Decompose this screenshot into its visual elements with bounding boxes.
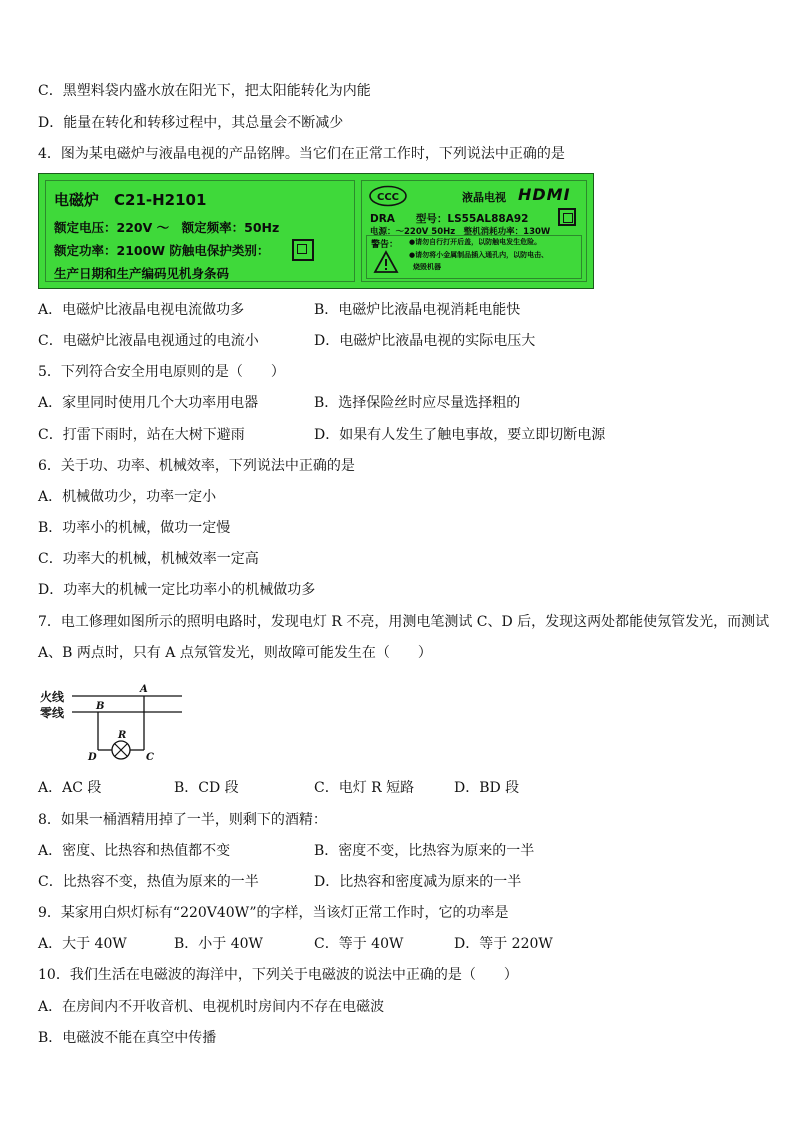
q7-stem-line-2: A、B 两点时，只有 A 点氖管发光，则故障可能发生在（ ） bbox=[38, 645, 432, 661]
q4-stem: 4．图为某电磁炉与液晶电视的产品铭牌。当它们在正常工作时，下列说法中正确的是 bbox=[38, 146, 565, 162]
q3-option-c: C．黑塑料袋内盛水放在阳光下，把太阳能转化为内能 bbox=[38, 83, 371, 99]
point-c-label: C bbox=[146, 752, 154, 763]
q7-option-a: A．AC 段 bbox=[38, 780, 102, 796]
q6-stem: 6．关于功、功率、机械效率，下列说法中正确的是 bbox=[38, 458, 355, 474]
q4-option-b: B．电磁炉比液晶电视消耗电能快 bbox=[314, 302, 521, 318]
q9-option-c: C．等于 40W bbox=[314, 936, 404, 952]
q8-stem: 8．如果一桶酒精用掉了一半，则剩下的酒精： bbox=[38, 812, 327, 828]
q9-option-a: A．大于 40W bbox=[38, 936, 127, 952]
tv-warning-title: 警告： bbox=[371, 240, 399, 250]
ccc-mark-icon bbox=[368, 185, 408, 207]
point-d-label: D bbox=[88, 752, 97, 763]
point-b-label: B bbox=[96, 701, 105, 712]
point-a-label: A bbox=[140, 684, 148, 695]
q10-option-a: A．在房间内不开收音机、电视机时房间内不存在电磁波 bbox=[38, 999, 385, 1015]
q6-option-d: D．功率大的机械一定比功率小的机械做功多 bbox=[38, 582, 316, 598]
warning-triangle-icon bbox=[373, 250, 399, 274]
q4-option-d: D．电磁炉比液晶电视的实际电压大 bbox=[314, 333, 536, 349]
q5-option-d: D．如果有人发生了触电事故，要立即切断电源 bbox=[314, 427, 606, 443]
q7-stem-line-1: 7．电工修理如图所示的照明电路时，发现电灯 R 不亮，用测电笔测试 C、D 后，发现这两处都能使氖管发光，而测试 bbox=[38, 614, 770, 630]
q6-option-b: B．功率小的机械，做功一定慢 bbox=[38, 520, 231, 536]
q7-option-c: C．电灯 R 短路 bbox=[314, 780, 415, 796]
q5-stem: 5．下列符合安全用电原则的是（ ） bbox=[38, 364, 285, 380]
tv-double-insulation-icon bbox=[558, 208, 576, 226]
q6-option-c: C．功率大的机械，机械效率一定高 bbox=[38, 551, 259, 567]
ccc-mark-text: CCC bbox=[376, 192, 400, 203]
tv-model: DRA 型号：LS55AL88A92 bbox=[370, 213, 529, 225]
q7-option-d: D．BD 段 bbox=[454, 780, 520, 796]
q7-option-b: B．CD 段 bbox=[174, 780, 239, 796]
q10-option-b: B．电磁波不能在真空中传播 bbox=[38, 1030, 217, 1046]
q8-option-c: C．比热容不变，热值为原来的一半 bbox=[38, 874, 259, 890]
cooker-title: 电磁炉 C21-H2101 bbox=[54, 191, 207, 209]
lcd-tv-nameplate bbox=[361, 180, 587, 282]
cooker-spec-1: 额定电压：220V ～ 额定频率：50Hz bbox=[54, 220, 280, 235]
hdmi-logo: HDMI bbox=[518, 185, 571, 204]
live-wire-label: 火线 bbox=[40, 690, 65, 704]
tv-warning-1: ●请勿自行打开后盖，以防触电发生危险。 bbox=[409, 238, 542, 246]
cooker-spec-2: 额定功率：2100W 防触电保护类别： bbox=[54, 243, 270, 258]
product-nameplate-figure bbox=[38, 173, 594, 289]
q6-option-a: A．机械做功少，功率一定小 bbox=[38, 489, 217, 505]
q9-stem: 9．某家用白炽灯标有“220V40W”的字样，当该灯正常工作时，它的功率是 bbox=[38, 905, 509, 921]
q9-option-b: B．小于 40W bbox=[174, 936, 263, 952]
tv-warning-box bbox=[366, 235, 582, 279]
induction-cooker-nameplate bbox=[45, 180, 355, 282]
q5-option-c: C．打雷下雨时，站在大树下避雨 bbox=[38, 427, 245, 443]
q4-option-c: C．电磁炉比液晶电视通过的电流小 bbox=[38, 333, 259, 349]
q9-option-d: D．等于 220W bbox=[454, 936, 553, 952]
q10-stem: 10．我们生活在电磁波的海洋中，下列关于电磁波的说法中正确的是（ ） bbox=[38, 967, 518, 983]
tv-product-name: 液晶电视 bbox=[462, 191, 506, 204]
lamp-r-label: R bbox=[118, 730, 127, 741]
q4-option-a: A．电磁炉比液晶电视电流做功多 bbox=[38, 302, 245, 318]
tv-warning-3: 烧毁机器 bbox=[413, 263, 441, 271]
q5-option-b: B．选择保险丝时应尽量选择粗的 bbox=[314, 395, 521, 411]
neutral-wire-label: 零线 bbox=[40, 706, 65, 720]
cooker-spec-3: 生产日期和生产编码见机身条码 bbox=[54, 266, 230, 281]
lighting-circuit-diagram bbox=[38, 680, 188, 770]
double-insulation-icon bbox=[292, 239, 314, 261]
q3-option-d: D．能量在转化和转移过程中，其总量会不断减少 bbox=[38, 115, 344, 131]
q8-option-d: D．比热容和密度减为原来的一半 bbox=[314, 874, 522, 890]
q8-option-a: A．密度、比热容和热值都不变 bbox=[38, 843, 231, 859]
lamp-r-icon bbox=[112, 741, 130, 759]
tv-warning-2: ●请勿将小金属制品插入通孔内，以防电击、 bbox=[409, 251, 549, 259]
tv-power-spec: 电源：～220V 50Hz 整机消耗功率：130W bbox=[370, 227, 551, 237]
q8-option-b: B．密度不变，比热容为原来的一半 bbox=[314, 843, 535, 859]
q5-option-a: A．家里同时使用几个大功率用电器 bbox=[38, 395, 259, 411]
